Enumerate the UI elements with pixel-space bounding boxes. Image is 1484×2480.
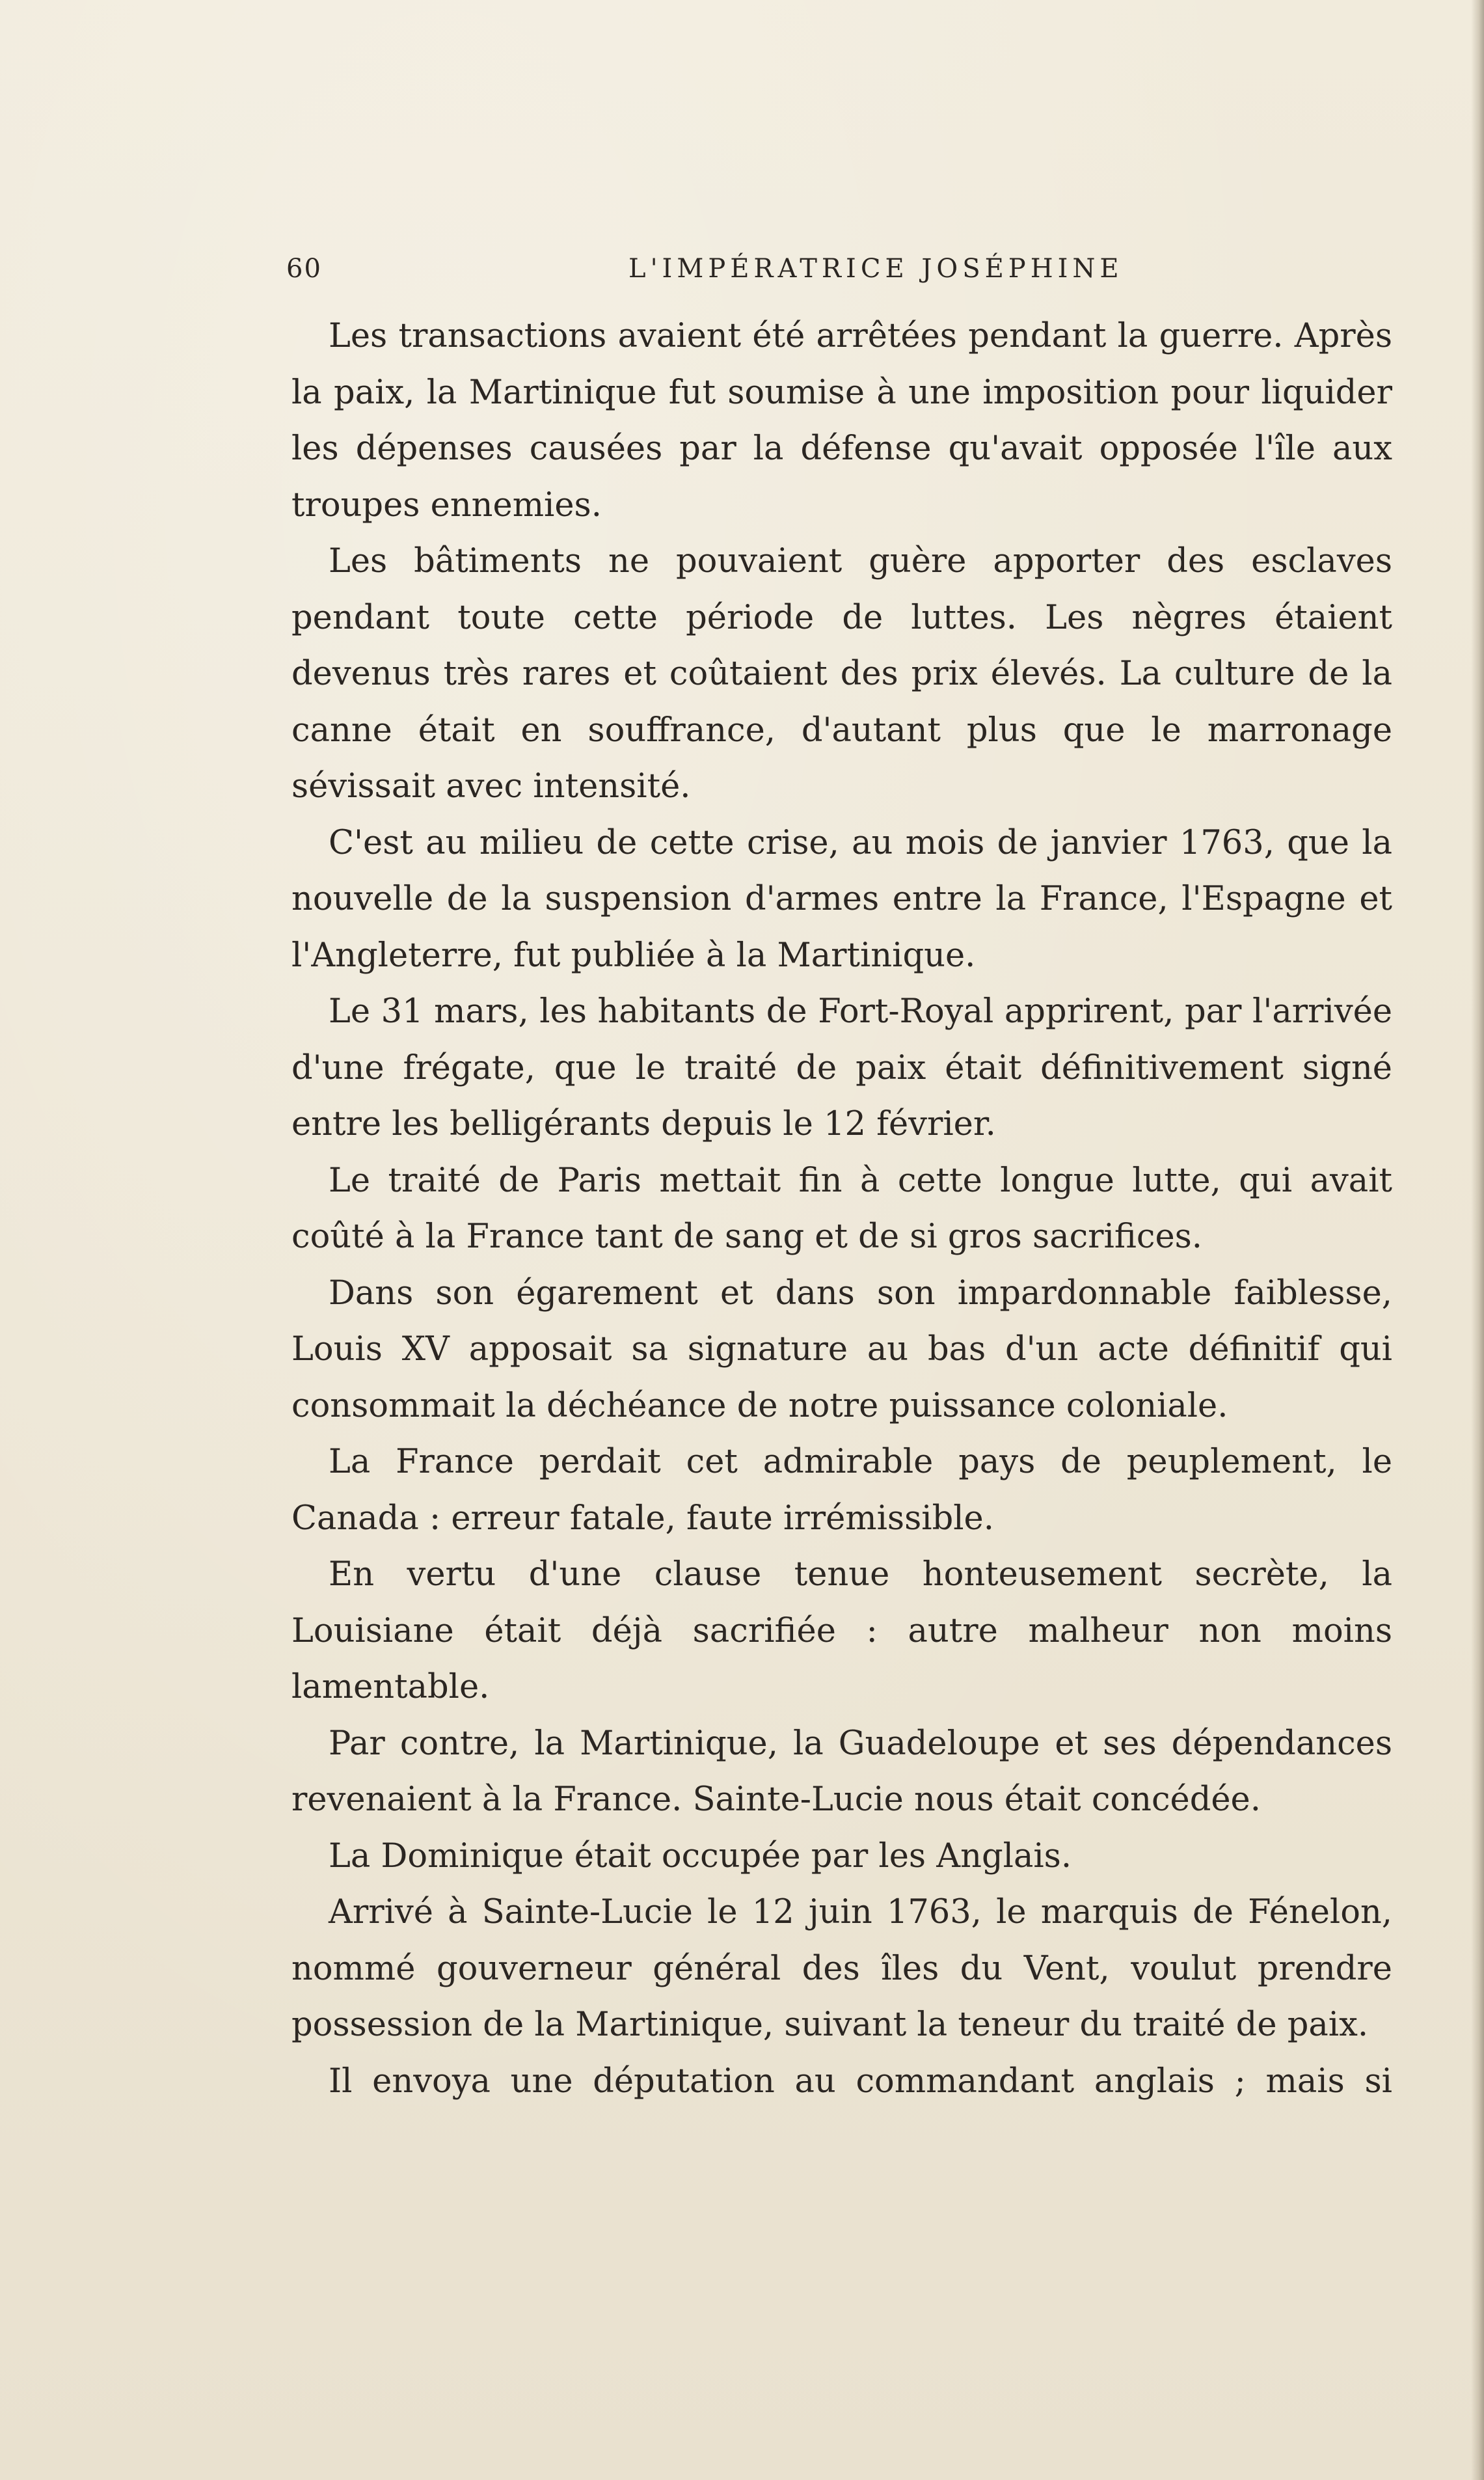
paragraph: La Dominique était occupée par les Anglais. <box>329 1836 1072 1875</box>
paragraph: C'est au milieu de cette crise, au mois de janvier 1763, que la nouvelle de la suspension d'armes entre la France, l'Espagne et l'Angleterre, fut publiée à la Martinique. <box>291 823 1392 975</box>
paragraph: Par contre, la Martinique, la Guadeloupe et ses dépendances revenaient à la France. Sainte-Lucie nous était concédée. <box>291 1724 1392 1819</box>
paragraph: La France perdait cet admirable pays de peuplement, le Canada : erreur fatale, faute irrémissible. <box>291 1443 1392 1538</box>
paragraph: En vertu d'une clause tenue honteusement secrète, la Louisiane était déjà sacrifiée : autre malheur non moins lamentable. <box>291 1555 1392 1706</box>
paragraph: Le traité de Paris mettait fin à cette longue lutte, qui avait coûté à la France tant de sang et de si gros sacrifices. <box>291 1161 1392 1256</box>
running-title: L'IMPÉRATRICE JOSÉPHINE <box>628 254 1124 284</box>
paragraph: Le 31 mars, les habitants de Fort-Royal apprirent, par l'arrivée d'une frégate, que le traité de paix était définitivement signé entre les belligérants depuis le 12 février. <box>291 992 1392 1143</box>
page-number: 60 <box>286 254 322 284</box>
body-text <box>291 308 1392 2110</box>
paragraph: Les transactions avaient été arrêtées pendant la guerre. Après la paix, la Martinique fut soumise à une imposition pour liquider les dépenses causées par la défense qu'avait opposée l'île aux troupes ennemies. <box>291 317 1392 525</box>
page-edge-shadow <box>1471 0 1484 2480</box>
running-head <box>286 246 1392 292</box>
paragraph: Les bâtiments ne pouvaient guère apporter des esclaves pendant toute cette période de luttes. Les nègres étaient devenus très rares et coûtaient des prix élevés. La culture de la canne était en souffrance, d'autant plus que le marronage sévissait avec intensité. <box>291 542 1392 806</box>
paragraph: Il envoya une députation au commandant anglais ; mais si <box>329 2062 1392 2101</box>
paragraph: Arrivé à Sainte-Lucie le 12 juin 1763, le marquis de Fénelon, nommé gouverneur général des îles du Vent, voulut prendre possession de la Martinique, suivant la teneur du traité de paix. <box>291 1893 1392 2044</box>
paragraph: Dans son égarement et dans son impardonnable faiblesse, Louis XV apposait sa signature au bas d'un acte définitif qui consommait la déchéance de notre puissance coloniale. <box>291 1274 1392 1425</box>
